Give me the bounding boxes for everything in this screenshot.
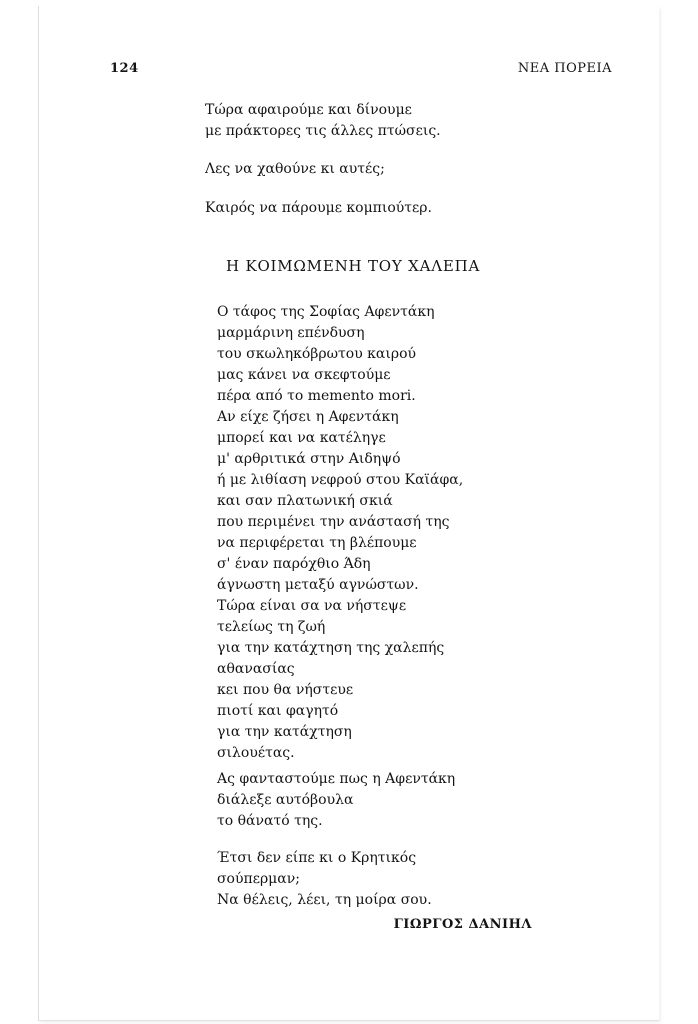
verse-line: μαρμάρινη επένδυση [217, 325, 365, 341]
verse-line: άγνωστη μεταξύ αγνώστων. [217, 577, 419, 593]
poem-stanza [217, 302, 463, 764]
verse-line: μ' αρθριτικά στην Αιδηψό [217, 451, 401, 467]
intro-stanza [205, 100, 441, 142]
intro-stanza [205, 159, 385, 180]
verse-line: Τώρα αφαιρούμε και δίνουμε [205, 102, 412, 118]
poem-title: Η ΚΟΙΜΩΜΕΝΗ ΤΟΥ ΧΑΛΕΠΑ [226, 257, 481, 275]
poem-author: ΓΙΩΡΓΟΣ ΔΑΝΙΗΛ [393, 917, 532, 932]
verse-line: και σαν πλατωνική σκιά [217, 493, 393, 509]
verse-line: κει που θα νήστευε [217, 682, 354, 698]
verse-line: Να θέλεις, λέει, τη μοίρα σου. [217, 892, 432, 908]
verse-line: Ας φανταστούμε πως η Αφεντάκη [217, 771, 456, 787]
verse-line: του σκωληκόβρωτου καιρού [217, 346, 417, 362]
verse-line: σούπερμαν; [217, 871, 300, 887]
verse-line: διάλεξε αυτόβουλα [217, 792, 354, 808]
verse-line: μας κάνει να σκεφτούμε [217, 367, 391, 383]
running-head: ΝΕΑ ΠΟΡΕΙΑ [517, 61, 612, 76]
verse-line: ή με λιθίαση νεφρού στου Καϊάφα, [217, 472, 464, 488]
verse-line: Έτσι δεν είπε κι ο Κρητικός [217, 850, 417, 866]
verse-line: με πράκτορες τις άλλες πτώσεις. [205, 123, 441, 139]
verse-line: Λες να χαθούνε κι αυτές; [205, 161, 385, 177]
verse-line: τελείως τη ζωή [217, 619, 326, 635]
verse-line: Καιρός να πάρουμε κομπιούτερ. [205, 200, 432, 216]
verse-line: μπορεί και να κατέληγε [217, 430, 386, 446]
poem-stanza [217, 769, 455, 832]
verse-line: πέρα από το memento mori. [217, 388, 416, 404]
verse-line: Τώρα είναι σα να νήστεψε [217, 598, 407, 614]
verse-line: να περιφέρεται τη βλέπουμε [217, 535, 417, 551]
verse-line: Αν είχε ζήσει η Αφεντάκη [217, 409, 399, 425]
intro-stanza [205, 198, 432, 219]
verse-line: Ο τάφος της Σοφίας Αφεντάκη [217, 304, 435, 320]
verse-line: για την κατάχτηση της χαλεπής [217, 640, 445, 656]
verse-line: πιοτί και φαγητό [217, 703, 339, 719]
verse-line: το θάνατό της. [217, 813, 323, 829]
poem-stanza [217, 848, 432, 911]
verse-line: σ' έναν παρόχθιο Άδη [217, 556, 371, 572]
verse-line: που περιμένει την ανάστασή της [217, 514, 450, 530]
page-number: 124 [110, 61, 139, 76]
verse-line: για την κατάχτηση [217, 724, 352, 740]
verse-line: σιλουέτας. [217, 745, 295, 761]
verse-line: αθανασίας [217, 661, 295, 677]
